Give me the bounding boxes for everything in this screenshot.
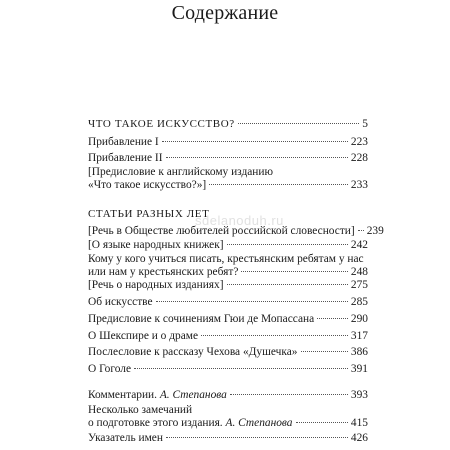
leader-dots [241, 271, 348, 272]
entry-label: [Речь о народных изданиях] [88, 279, 224, 291]
page-number: 426 [350, 432, 368, 444]
page-number: 242 [350, 239, 368, 251]
leader-dots [227, 284, 348, 285]
entry-label [88, 389, 227, 402]
leader-dots [227, 244, 348, 245]
entry-label: Предисловие к сочинениям Гюи де Мопассана [88, 313, 315, 325]
toc-entry [88, 239, 368, 252]
page-number: 317 [350, 330, 368, 342]
entry-label-text: Комментарии. [88, 389, 160, 401]
entry-label: [Речь в Обществе любителей российской словесности] [88, 225, 355, 237]
page-number: 393 [350, 389, 368, 401]
entry-label: Об искусстве [88, 296, 153, 308]
leader-dots [134, 368, 348, 369]
page-number: 5 [362, 118, 368, 130]
leader-dots [358, 230, 364, 231]
toc-section-heading-row [88, 118, 368, 131]
toc-entry [88, 313, 368, 326]
page-number: 248 [350, 266, 368, 278]
entry-label-text: о подготовке этого издания. [88, 417, 226, 429]
toc-entry [88, 166, 368, 192]
page-number: 285 [350, 296, 368, 308]
toc-entry [88, 389, 368, 402]
leader-dots [166, 157, 348, 158]
page-number: 415 [350, 417, 368, 429]
toc-entry [88, 346, 368, 359]
toc-entry [88, 136, 368, 149]
leader-dots [301, 351, 348, 352]
leader-dots [156, 301, 348, 302]
entry-label: Послесловие к рассказу Чехова «Душечка» [88, 346, 298, 358]
page-number: 228 [350, 152, 368, 164]
leader-dots [162, 141, 348, 142]
entry-label: О Гоголе [88, 363, 132, 375]
leader-dots [201, 335, 348, 336]
page-number: 275 [350, 279, 368, 291]
toc-entry [88, 432, 368, 445]
entry-label: Прибавление I [88, 136, 159, 148]
entry-author: А. Степанова [225, 417, 293, 429]
entry-label-line1: Несколько замечаний [88, 404, 193, 416]
leader-dots [238, 123, 360, 124]
page-number: 391 [350, 363, 368, 375]
toc-entry [88, 363, 368, 376]
page-number: 290 [350, 313, 368, 325]
page-number: 239 [366, 225, 384, 237]
leader-dots [166, 437, 348, 438]
entry-label: или нам у крестьянских ребят? [88, 266, 239, 278]
page-number: 386 [350, 346, 368, 358]
toc-entry [88, 330, 368, 343]
leader-dots [230, 394, 348, 395]
entry-author: А. Степанова [159, 389, 227, 401]
page-title: Содержание [171, 2, 279, 24]
leader-dots [296, 422, 348, 423]
entry-label [88, 417, 293, 430]
entry-label: «Что такое искусство?»] [88, 179, 207, 191]
entry-label: Прибавление II [88, 152, 163, 164]
toc-entry [88, 279, 368, 292]
toc-entry [88, 253, 368, 279]
leader-dots [209, 184, 348, 185]
watermark: sdelanoduh.ru [195, 213, 284, 228]
entry-label: О Шекспире и о драме [88, 330, 199, 342]
page-number: 233 [350, 179, 368, 191]
toc-entry [88, 404, 368, 430]
toc-entry [88, 225, 384, 238]
toc-entry [88, 296, 368, 309]
entry-label: [О языке народных книжек] [88, 239, 224, 251]
entry-label-line1: Кому у кого учиться писать, крестьянским ребятам у нас [88, 253, 364, 265]
entry-label-line1: [Предисловие к английскому изданию [88, 166, 274, 178]
toc-entry [88, 152, 368, 165]
leader-dots [317, 318, 348, 319]
toc-section-heading-row [88, 208, 368, 221]
section-heading: ЧТО ТАКОЕ ИСКУССТВО? [88, 118, 235, 130]
page-number: 223 [350, 136, 368, 148]
section-heading: СТАТЬИ РАЗНЫХ ЛЕТ [88, 208, 210, 220]
entry-label: Указатель имен [88, 432, 163, 444]
